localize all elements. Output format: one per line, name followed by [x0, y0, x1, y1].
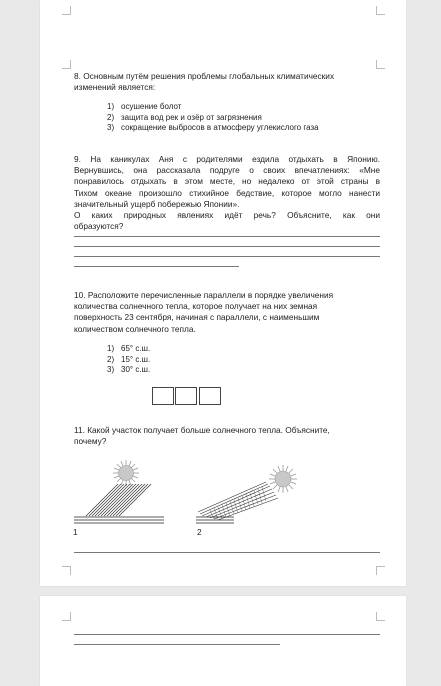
answer-line[interactable]	[74, 236, 380, 237]
answer-line[interactable]	[74, 266, 239, 267]
ground-surface	[74, 517, 164, 523]
worksheet-page	[40, 596, 406, 686]
corner-mark	[62, 60, 71, 69]
figure-1-label: 1	[73, 527, 78, 537]
question-10-text: 10. Расположите перечисленные параллели в порядке увеличения количества солнечного тепла, которое получает на них земная поверхность 23 сентября, начиная с параллели, с наименьшим количеством солнечного тепла.	[74, 290, 334, 334]
figure-2-oblique-rays	[194, 464, 306, 524]
answer-line[interactable]	[74, 644, 280, 645]
corner-mark	[62, 566, 71, 575]
answer-box-1[interactable]	[152, 387, 174, 405]
corner-mark	[376, 612, 385, 621]
option-item: 2) 15° с.ш.	[107, 354, 151, 364]
answer-line[interactable]	[74, 246, 380, 247]
sun-rays	[86, 484, 151, 516]
corner-mark	[376, 6, 385, 15]
answer-line[interactable]	[74, 634, 380, 635]
sun-icon	[269, 465, 297, 493]
question-8-options	[107, 102, 377, 134]
figure-1-steep-rays	[70, 458, 166, 524]
answer-line[interactable]	[74, 552, 380, 553]
question-9-text: 9. На каникулах Аня с родителями ездила отдыхать в Японию. Вернувшись, она рассказала подруге о своих впечатлениях: «Мне понравилось отдыхать в этом месте, но недалеко от этой страны в Тихом океане произошло стихийное бедствие, которое могло нанести значительный ущерб побережью Японии». О каких природных явлениях идёт речь? Объясните, как они образуются?	[74, 154, 380, 232]
ground-surface	[196, 517, 234, 523]
corner-mark	[62, 6, 71, 15]
answer-box-3[interactable]	[199, 387, 221, 405]
answer-line[interactable]	[74, 256, 380, 257]
question-11-text: 11. Какой участок получает больше солнечного тепла. Объясните, почему?	[74, 425, 330, 447]
corner-mark	[376, 60, 385, 69]
sun-icon	[113, 460, 139, 486]
option-item: 2) защита вод рек и озёр от загрязнения	[107, 112, 262, 122]
figure-2-label: 2	[197, 527, 202, 537]
answer-box-2[interactable]	[175, 387, 197, 405]
option-item: 3) сокращение выбросов в атмосферу углекислого газа	[107, 123, 319, 132]
corner-mark	[62, 612, 71, 621]
option-item: 1) 65° с.ш.	[107, 344, 151, 353]
option-item: 3) 30° с.ш.	[107, 365, 151, 374]
question-10-options	[107, 344, 257, 376]
worksheet-page	[40, 0, 406, 586]
question-8-text: 8. Основным путём решения проблемы глобальных климатических изменений является:	[74, 71, 335, 93]
option-item: 1) осушение болот	[107, 102, 182, 111]
corner-mark	[376, 566, 385, 575]
